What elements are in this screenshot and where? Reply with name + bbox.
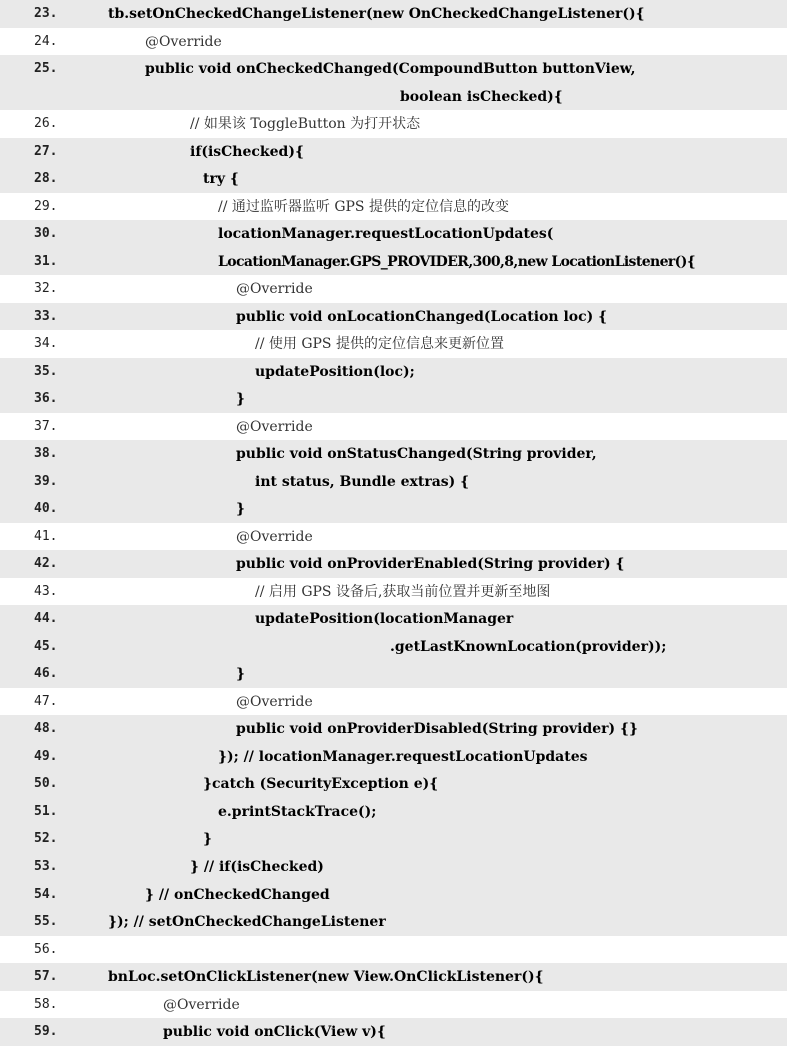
code-line bbox=[0, 963, 787, 991]
line-number: 35. bbox=[34, 363, 58, 379]
code-text: } // onCheckedChanged bbox=[145, 886, 330, 903]
code-text: .getLastKnownLocation(provider)); bbox=[390, 638, 667, 655]
code-text: boolean isChecked){ bbox=[400, 88, 563, 105]
line-number: 31. bbox=[34, 253, 58, 269]
line-number: 26. bbox=[34, 116, 58, 132]
code-text: // 启用 GPS 设备后,获取当前位置并更新至地图 bbox=[255, 583, 551, 600]
code-text: tb.setOnCheckedChangeListener(new OnCheckedChangeListener(){ bbox=[108, 6, 645, 22]
line-number: 49. bbox=[34, 748, 58, 764]
code-text: }catch (SecurityException e){ bbox=[203, 776, 439, 793]
code-line bbox=[0, 220, 787, 248]
code-text: } bbox=[203, 831, 213, 848]
code-line bbox=[0, 908, 787, 936]
code-line bbox=[0, 468, 787, 496]
code-text: @Override bbox=[145, 33, 222, 50]
code-line bbox=[0, 523, 787, 551]
code-line bbox=[0, 798, 787, 826]
line-number: 43. bbox=[34, 583, 58, 599]
line-number: 32. bbox=[34, 281, 58, 297]
code-line bbox=[0, 55, 787, 83]
line-number: 30. bbox=[34, 226, 58, 242]
line-number: 46. bbox=[34, 666, 58, 682]
code-text: try { bbox=[203, 171, 239, 188]
line-number: 48. bbox=[34, 721, 58, 737]
code-text: } bbox=[236, 391, 246, 408]
code-text: }); // locationManager.requestLocationUpdates bbox=[218, 748, 588, 765]
line-number: 47. bbox=[34, 693, 58, 709]
code-line bbox=[0, 440, 787, 468]
code-line bbox=[0, 303, 787, 331]
code-text: e.printStackTrace(); bbox=[218, 803, 377, 820]
code-line bbox=[0, 193, 787, 221]
line-number: 24. bbox=[34, 33, 58, 49]
line-number: 50. bbox=[34, 776, 58, 792]
line-number: 41. bbox=[34, 528, 58, 544]
code-text: LocationManager.GPS_PROVIDER,300,8,new LocationListener(){ bbox=[218, 253, 696, 270]
line-number: 55. bbox=[34, 914, 58, 930]
line-number: 53. bbox=[34, 858, 58, 874]
code-text: public void onCheckedChanged(CompoundButton buttonView, bbox=[145, 61, 636, 78]
code-text: // 使用 GPS 提供的定位信息来更新位置 bbox=[255, 336, 504, 353]
code-text: // 通过监听器监听 GPS 提供的定位信息的改变 bbox=[218, 198, 509, 215]
line-number: 36. bbox=[34, 391, 58, 407]
line-number: 44. bbox=[34, 611, 58, 627]
code-text: } bbox=[236, 666, 246, 683]
code-text: @Override bbox=[236, 281, 313, 298]
code-text: } bbox=[236, 501, 246, 518]
code-text: updatePosition(locationManager bbox=[255, 611, 514, 628]
code-line bbox=[0, 660, 787, 688]
line-number: 40. bbox=[34, 501, 58, 517]
code-line bbox=[0, 550, 787, 578]
code-line bbox=[0, 138, 787, 166]
code-line bbox=[0, 688, 787, 716]
line-number: 42. bbox=[34, 556, 58, 572]
code-line bbox=[0, 83, 787, 111]
code-text: // 如果该 ToggleButton 为打开状态 bbox=[190, 116, 421, 133]
code-line bbox=[0, 358, 787, 386]
line-number: 51. bbox=[34, 803, 58, 819]
code-text: updatePosition(loc); bbox=[255, 363, 415, 380]
code-line bbox=[0, 495, 787, 523]
line-number: 34. bbox=[34, 336, 58, 352]
code-line bbox=[0, 770, 787, 798]
line-number: 33. bbox=[34, 308, 58, 324]
line-number: 28. bbox=[34, 171, 58, 187]
code-text: public void onProviderEnabled(String provider) { bbox=[236, 556, 625, 573]
line-number: 39. bbox=[34, 473, 58, 489]
code-line bbox=[0, 385, 787, 413]
code-text: @Override bbox=[236, 528, 313, 545]
code-text: locationManager.requestLocationUpdates( bbox=[218, 226, 554, 243]
code-text: public void onProviderDisabled(String provider) {} bbox=[236, 721, 639, 738]
code-text: int status, Bundle extras) { bbox=[255, 473, 470, 490]
code-text: @Override bbox=[163, 996, 240, 1013]
code-line bbox=[0, 936, 787, 964]
code-line bbox=[0, 275, 787, 303]
code-text: public void onStatusChanged(String provider, bbox=[236, 446, 597, 463]
line-number: 52. bbox=[34, 831, 58, 847]
code-line bbox=[0, 881, 787, 909]
line-number: 57. bbox=[34, 969, 58, 985]
line-number: 59. bbox=[34, 1024, 58, 1040]
code-line bbox=[0, 110, 787, 138]
line-number: 29. bbox=[34, 198, 58, 214]
line-number: 56. bbox=[34, 941, 58, 957]
code-text: public void onClick(View v){ bbox=[163, 1024, 386, 1041]
code-line bbox=[0, 28, 787, 56]
line-number: 27. bbox=[34, 143, 58, 159]
code-line bbox=[0, 248, 787, 276]
code-line bbox=[0, 825, 787, 853]
line-number: 23. bbox=[34, 6, 58, 21]
code-text: if(isChecked){ bbox=[190, 143, 304, 160]
code-line bbox=[0, 0, 787, 28]
code-line bbox=[0, 605, 787, 633]
code-line bbox=[0, 578, 787, 606]
line-number: 54. bbox=[34, 886, 58, 902]
line-number: 45. bbox=[34, 638, 58, 654]
code-text: bnLoc.setOnClickListener(new View.OnClickListener(){ bbox=[108, 969, 544, 986]
code-text: public void onLocationChanged(Location loc) { bbox=[236, 308, 608, 325]
code-line bbox=[0, 633, 787, 661]
code-line bbox=[0, 330, 787, 358]
code-line bbox=[0, 1018, 787, 1046]
code-line bbox=[0, 991, 787, 1019]
code-text: @Override bbox=[236, 418, 313, 435]
code-line bbox=[0, 743, 787, 771]
code-line bbox=[0, 413, 787, 441]
line-number: 37. bbox=[34, 418, 58, 434]
code-line bbox=[0, 165, 787, 193]
code-text: }); // setOnCheckedChangeListener bbox=[108, 914, 386, 931]
line-number: 38. bbox=[34, 446, 58, 462]
code-line bbox=[0, 715, 787, 743]
line-number: 25. bbox=[34, 61, 58, 77]
code-line bbox=[0, 853, 787, 881]
code-text: @Override bbox=[236, 693, 313, 710]
line-number: 58. bbox=[34, 996, 58, 1012]
code-text: } // if(isChecked) bbox=[190, 858, 324, 875]
